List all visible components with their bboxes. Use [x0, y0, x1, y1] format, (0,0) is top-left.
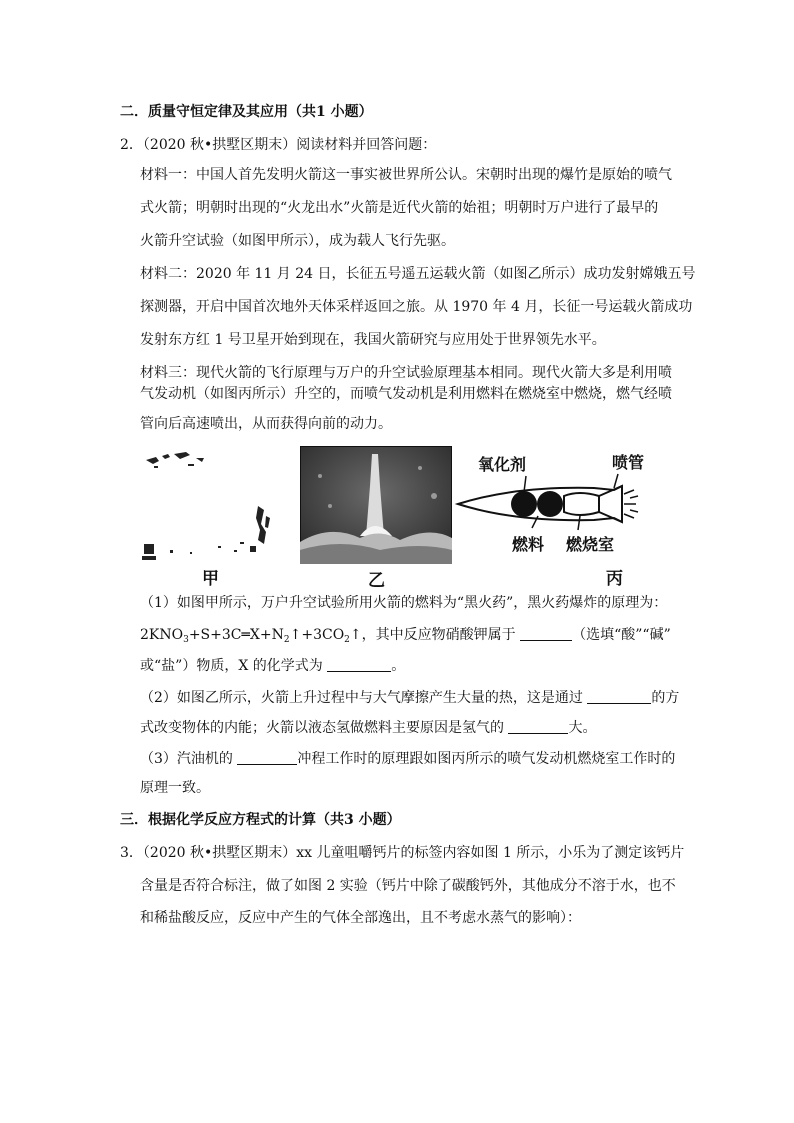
- material-2-line: 材料二：2020 年 11 月 24 日，长征五号遥五运载火箭（如图乙所示）成功发射嫦娥五号: [140, 266, 696, 282]
- question-number: 3．: [120, 845, 143, 861]
- answer-blank-1[interactable]: [520, 626, 572, 641]
- material-1-line: 式火箭；明朝时出现的“火龙出水”火箭是近代火箭的始祖；明朝时万户进行了最早的: [140, 200, 659, 216]
- label-combustion-chamber: 燃烧室: [566, 535, 615, 554]
- subquestion-3-line: （3）汽油机的 冲程工作时的原理跟如图丙所示的喷气发动机燃烧室工作时的: [140, 751, 676, 767]
- label-nozzle: 喷管: [612, 453, 645, 472]
- question-2-header: [120, 135, 436, 155]
- question-3-line: 含量是否符合标注，做了如图 2 实验（钙片中除了碳酸钙外，其他成分不溶于水，也不: [140, 878, 676, 894]
- material-3-line: 气发动机（如图丙所示）升空的，而喷气发动机是利用燃料在燃烧室中燃烧，燃气经喷: [140, 386, 672, 402]
- material-3-line: 材料三：现代火箭的飞行原理与万户的升空试验原理基本相同。现代火箭大多是利用喷: [140, 365, 672, 381]
- subquestion-3-line: 原理一致。: [140, 780, 210, 796]
- subquestion-1-line: 或“盐”）物质，X 的化学式为 。: [140, 658, 406, 674]
- question-prompt: 阅读材料并回答问题：: [296, 137, 437, 153]
- material-3-line: 管向后高速喷出，从而获得向前的动力。: [140, 416, 392, 432]
- answer-blank-5[interactable]: [237, 750, 297, 765]
- subquestion-2-line: 式改变物体的内能；火箭以液态氢做燃料主要原因是氢气的 大。: [140, 720, 597, 736]
- label-oxidizer: 氧化剂: [478, 455, 527, 474]
- material-1-line: 火箭升空试验（如图甲所示），成为载人飞行先驱。: [140, 233, 455, 249]
- material-2-line: 探测器，开启中国首次地外天体采样返回之旅。从 1970 年 4 月，长征一号运载火箭成功: [140, 299, 693, 315]
- material-2-line: 发射东方红 1 号卫星开始到现在，我国火箭研究与应用处于世界领先水平。: [140, 332, 606, 348]
- question-source: （2020 秋•拱墅区期末）: [142, 137, 297, 153]
- question-number: 2．: [120, 137, 143, 153]
- figures-row: [140, 446, 670, 591]
- figure-yi-image: [300, 446, 452, 564]
- figure-bing-caption: 丙: [606, 569, 623, 589]
- section-2-heading: 二．质量守恒定律及其应用（共1 小题）: [120, 104, 373, 120]
- figure-jia-caption: 甲: [202, 569, 219, 589]
- material-1-line: 材料一：中国人首先发明火箭这一事实被世界所公认。宋朝时出现的爆竹是原始的喷气: [140, 167, 672, 183]
- label-fuel: 燃料: [512, 535, 545, 554]
- figure-jia-image: [140, 446, 280, 566]
- answer-blank-4[interactable]: [508, 719, 568, 734]
- question-3-line: 和稀盐酸反应，反应中产生的气体全部逸出，且不考虑水蒸气的影响）：: [140, 910, 581, 926]
- figure-yi-caption: 乙: [368, 571, 385, 591]
- subquestion-1-equation-line: $2KNO_3+S+3C═X+N_2↑+3CO_2↑$，其中反应物硝酸钾属于 （选填“酸”“碱”: [140, 627, 671, 645]
- subquestion-2-line: （2）如图乙所示，火箭上升过程中与大气摩擦产生大量的热，这是通过 的方: [140, 690, 680, 706]
- subquestion-1-line: （1）如图甲所示，万户升空试验所用火箭的燃料为“黑火药”，黑火药爆炸的原理为：: [140, 595, 668, 611]
- section-3-heading: 三．根据化学反应方程式的计算（共3 小题）: [120, 812, 401, 828]
- answer-blank-3[interactable]: [587, 689, 651, 704]
- question-3-line: 3．（2020 秋•拱墅区期末）xx 儿童咀嚼钙片的标签内容如图 1 所示，小乐为了测定该钙片: [120, 845, 685, 861]
- answer-blank-2[interactable]: [327, 657, 391, 672]
